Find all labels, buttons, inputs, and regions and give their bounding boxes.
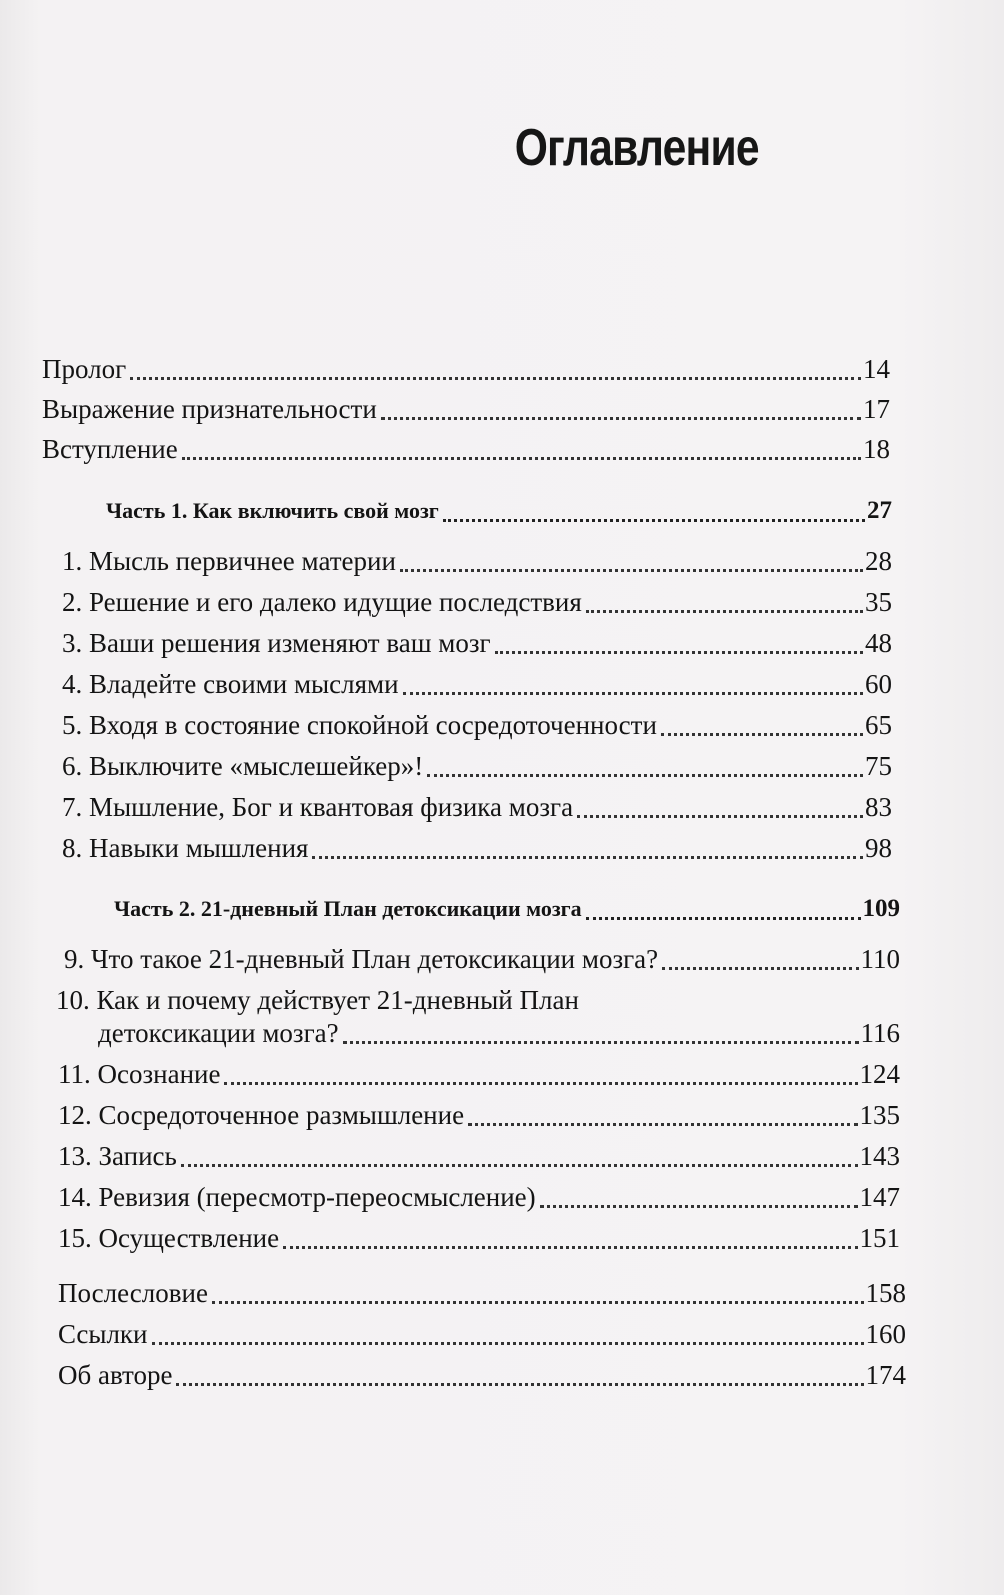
toc-page-number: 83: [865, 792, 892, 822]
toc-chapter[interactable]: [62, 626, 892, 660]
toc-page-number: 14: [863, 354, 890, 384]
toc-entry-label: детоксикации мозга?: [98, 1018, 339, 1048]
leader-dots: [283, 1246, 857, 1249]
page-title: Оглавление: [514, 119, 759, 177]
toc-entry-acknowledgements[interactable]: [42, 392, 890, 426]
toc-entry-introduction[interactable]: [42, 432, 890, 466]
toc-entry-label: Пролог: [42, 354, 127, 384]
toc-page-number: 116: [860, 1018, 900, 1048]
toc-entry-label: 1. Мысль первичнее материи: [62, 546, 396, 576]
toc-page-number: 75: [865, 751, 892, 781]
toc-chapter[interactable]: [62, 831, 892, 865]
toc-entry-label: 4. Владейте своими мыслями: [62, 669, 399, 699]
toc-page-number: 143: [859, 1141, 900, 1171]
toc-chapter[interactable]: [58, 1098, 900, 1132]
leader-dots: [182, 457, 861, 460]
toc-entry-afterword[interactable]: [58, 1276, 906, 1310]
toc-entry-label: 13. Запись: [58, 1141, 177, 1171]
toc-part-label: Часть 1. Как включить свой мозг: [106, 498, 439, 523]
leader-dots: [468, 1123, 857, 1126]
toc-chapter[interactable]: [62, 585, 892, 619]
toc-page-number: 147: [859, 1182, 900, 1212]
leader-dots: [661, 733, 863, 736]
toc-entry-label: 15. Осуществление: [58, 1223, 280, 1253]
toc-page-number: 18: [863, 434, 890, 464]
leader-dots: [312, 856, 863, 859]
toc-chapter[interactable]: [58, 1139, 900, 1173]
toc-part-1-heading[interactable]: [106, 494, 892, 528]
toc-entry-label: 2. Решение и его далеко идущие последствия: [62, 587, 582, 617]
leader-dots: [176, 1383, 863, 1386]
toc-entry-label: 12. Сосредоточенное размышление: [58, 1100, 465, 1130]
toc-entry-label: Вступление: [42, 434, 178, 464]
toc-page-number: 60: [865, 669, 892, 699]
leader-dots: [495, 651, 863, 654]
toc-part-label: Часть 2. 21-дневный План детоксикации мозга: [114, 896, 582, 921]
toc-entry-label: 9. Что такое 21-дневный План детоксикации мозга?: [64, 944, 659, 974]
leader-dots: [400, 569, 863, 572]
toc-entry-label: 6. Выключите «мыслешейкер»!: [62, 751, 424, 781]
leader-dots: [427, 774, 863, 777]
toc-entry-references[interactable]: [58, 1317, 906, 1351]
toc-entry-label: Выражение признательности: [42, 394, 377, 424]
toc-entry-label: Об авторе: [58, 1360, 173, 1390]
toc-page-number: 17: [863, 394, 890, 424]
toc-entry-prologue[interactable]: [42, 352, 890, 386]
leader-dots: [586, 917, 861, 920]
toc-chapter[interactable]: [98, 1016, 900, 1050]
toc-chapter[interactable]: [62, 544, 892, 578]
leader-dots: [181, 1164, 858, 1167]
leader-dots: [130, 377, 861, 380]
toc-chapter[interactable]: [62, 708, 892, 742]
leader-dots: [586, 610, 863, 613]
toc-page-number: 109: [862, 895, 900, 922]
toc-page-number: 28: [865, 546, 892, 576]
toc-chapter[interactable]: [62, 790, 892, 824]
leader-dots: [662, 967, 858, 970]
toc-page-number: 35: [865, 587, 892, 617]
leader-dots: [381, 417, 861, 420]
toc-chapter[interactable]: [62, 667, 892, 701]
toc-entry-label: 5. Входя в состояние спокойной сосредоточенности: [62, 710, 657, 740]
toc-entry-label: 11. Осознание: [58, 1059, 221, 1089]
toc-page-number: 48: [865, 628, 892, 658]
toc-part-2-heading[interactable]: [114, 892, 900, 926]
toc-page-number: 65: [865, 710, 892, 740]
leader-dots: [343, 1041, 859, 1044]
toc-chapter[interactable]: [64, 942, 900, 976]
toc-entry-label: 14. Ревизия (пересмотр-переосмысление): [58, 1182, 536, 1212]
toc-entry-about-author[interactable]: [58, 1358, 906, 1392]
toc-page-number: 158: [865, 1278, 906, 1308]
leader-dots: [224, 1082, 857, 1085]
toc-page-number: 160: [865, 1319, 906, 1349]
leader-dots: [540, 1205, 858, 1208]
toc-entry-label: 7. Мышление, Бог и квантовая физика мозга: [62, 792, 574, 822]
toc-chapter[interactable]: [58, 1180, 900, 1214]
toc-entry-label-line1: 10. Как и почему действует 21-дневный План: [56, 985, 579, 1015]
toc-entry-label: 8. Навыки мышления: [62, 833, 309, 863]
toc-page-number: 124: [859, 1059, 900, 1089]
toc-page-number: 135: [859, 1100, 900, 1130]
toc-entry-label: Послесловие: [58, 1278, 208, 1308]
leader-dots: [152, 1342, 864, 1345]
leader-dots: [403, 692, 863, 695]
toc-chapter[interactable]: [62, 749, 892, 783]
toc-page-number: 110: [860, 944, 900, 974]
leader-dots: [443, 519, 865, 522]
toc-page-number: 98: [865, 833, 892, 863]
toc-page-number: 27: [867, 497, 892, 524]
toc-page-number: 174: [865, 1360, 906, 1390]
toc-chapter[interactable]: [58, 1221, 900, 1255]
toc-page-number: 151: [859, 1223, 900, 1253]
toc-entry-label: 3. Ваши решения изменяют ваш мозг: [62, 628, 491, 658]
leader-dots: [212, 1301, 864, 1304]
toc-entry-label: Ссылки: [58, 1319, 148, 1349]
leader-dots: [577, 815, 863, 818]
toc-chapter[interactable]: [58, 1057, 900, 1091]
